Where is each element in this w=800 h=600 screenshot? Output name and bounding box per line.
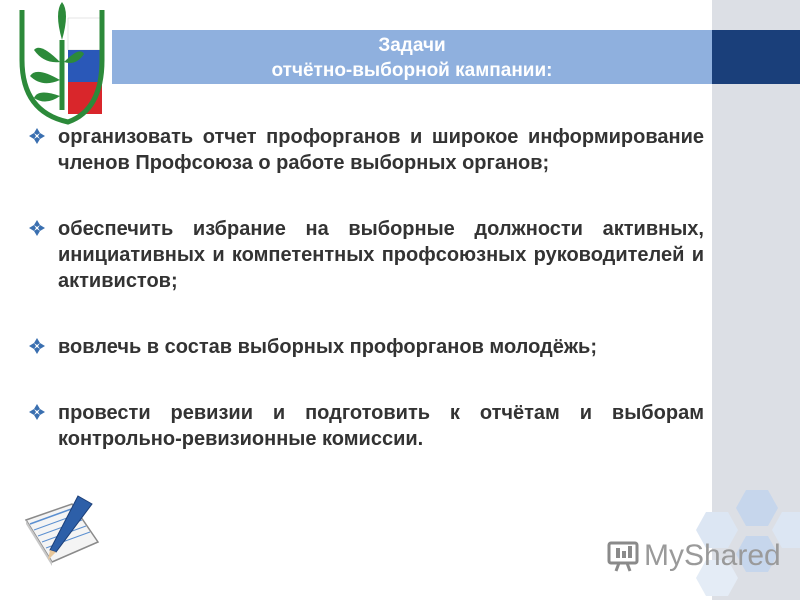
list-item [28,334,704,360]
task-text: провести ревизии и подготовить к отчётам и выборам контрольно-ревизионные комиссии. [58,402,704,450]
diamond-bullet-icon [28,337,46,355]
list-item [28,400,704,452]
list-item [28,216,704,294]
diamond-bullet-icon [28,403,46,421]
slide-title-line-2: отчётно-выборной кампании: [271,60,553,81]
header-accent-block [712,30,800,84]
task-text: вовлечь в состав выборных профорганов молодёжь; [58,336,598,358]
diamond-bullet-icon [28,219,46,237]
task-text: организовать отчет профорганов и широкое информирование членов Профсоюза о работе выборных органов; [58,126,704,174]
myshared-logo-icon [606,539,640,573]
slide-title-line-1: Задачи [378,35,446,56]
diamond-bullet-icon [28,127,46,145]
task-text: обеспечить избрание на выборные должности активных, инициативных и компетентных профсоюзных руководителей и активистов; [58,218,704,292]
trade-union-logo-icon [10,0,105,125]
slide-title [112,33,712,83]
watermark-text: MyShared [644,539,781,572]
task-list [28,124,704,492]
notebook-pencil-icon [20,490,104,574]
list-item [28,124,704,176]
watermark [606,536,781,576]
